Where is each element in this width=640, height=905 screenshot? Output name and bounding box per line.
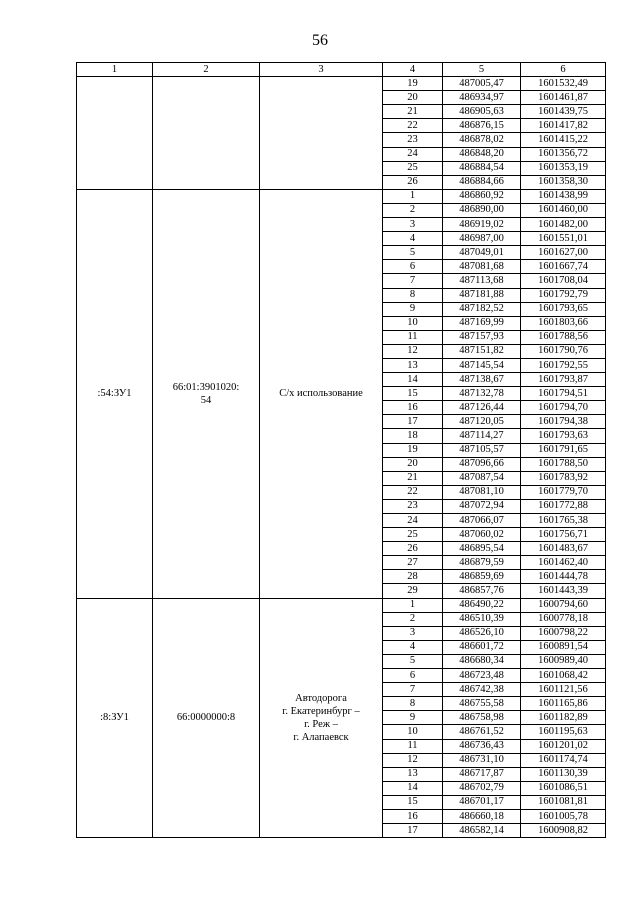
point-number-cell: 26 — [383, 542, 443, 556]
point-number-cell: 16 — [383, 401, 443, 415]
point-number-cell: 9 — [383, 711, 443, 725]
x-coordinate-cell: 486758,98 — [443, 711, 521, 725]
x-coordinate-cell: 486731,10 — [443, 753, 521, 767]
x-coordinate-cell: 486660,18 — [443, 809, 521, 823]
point-number-cell: 16 — [383, 809, 443, 823]
point-number-cell: 20 — [383, 91, 443, 105]
x-coordinate-cell: 486876,15 — [443, 119, 521, 133]
y-coordinate-cell: 1600798,22 — [521, 626, 606, 640]
point-number-cell: 21 — [383, 105, 443, 119]
table-body — [77, 63, 606, 838]
x-coordinate-cell: 486848,20 — [443, 147, 521, 161]
plot-id-cell: :8:ЗУ1 — [77, 598, 153, 838]
y-coordinate-cell: 1601438,99 — [521, 189, 606, 203]
point-number-cell: 5 — [383, 654, 443, 668]
x-coordinate-cell: 486742,38 — [443, 683, 521, 697]
y-coordinate-cell: 1601460,00 — [521, 203, 606, 217]
y-coordinate-cell: 1601461,87 — [521, 91, 606, 105]
x-coordinate-cell: 486723,48 — [443, 669, 521, 683]
point-number-cell: 25 — [383, 528, 443, 542]
y-coordinate-cell: 1601803,66 — [521, 316, 606, 330]
y-coordinate-cell: 1601788,56 — [521, 330, 606, 344]
x-coordinate-cell: 486490,22 — [443, 598, 521, 612]
y-coordinate-cell: 1601779,70 — [521, 485, 606, 499]
y-coordinate-cell: 1601195,63 — [521, 725, 606, 739]
point-number-cell: 15 — [383, 387, 443, 401]
x-coordinate-cell: 487049,01 — [443, 246, 521, 260]
y-coordinate-cell: 1600778,18 — [521, 612, 606, 626]
table-row — [77, 598, 606, 612]
y-coordinate-cell: 1600989,40 — [521, 654, 606, 668]
point-number-cell: 13 — [383, 767, 443, 781]
x-coordinate-cell: 486884,66 — [443, 175, 521, 189]
x-coordinate-cell: 486736,43 — [443, 739, 521, 753]
x-coordinate-cell: 487120,05 — [443, 415, 521, 429]
point-number-cell: 22 — [383, 119, 443, 133]
point-number-cell: 7 — [383, 683, 443, 697]
x-coordinate-cell: 487157,93 — [443, 330, 521, 344]
y-coordinate-cell: 1601174,74 — [521, 753, 606, 767]
point-number-cell: 19 — [383, 77, 443, 91]
x-coordinate-cell: 487060,02 — [443, 528, 521, 542]
y-coordinate-cell: 1601417,82 — [521, 119, 606, 133]
point-number-cell: 10 — [383, 316, 443, 330]
point-number-cell: 18 — [383, 429, 443, 443]
point-number-cell: 24 — [383, 147, 443, 161]
point-number-cell: 23 — [383, 133, 443, 147]
y-coordinate-cell: 1601794,51 — [521, 387, 606, 401]
x-coordinate-cell: 486601,72 — [443, 640, 521, 654]
y-coordinate-cell: 1601532,49 — [521, 77, 606, 91]
y-coordinate-cell: 1601792,55 — [521, 358, 606, 372]
x-coordinate-cell: 486717,87 — [443, 767, 521, 781]
y-coordinate-cell: 1601482,00 — [521, 218, 606, 232]
y-coordinate-cell: 1601130,39 — [521, 767, 606, 781]
cadastral-number-cell: 66:01:3901020: 54 — [153, 189, 260, 598]
point-number-cell: 14 — [383, 373, 443, 387]
point-number-cell: 2 — [383, 612, 443, 626]
point-number-cell: 12 — [383, 344, 443, 358]
point-number-cell: 21 — [383, 471, 443, 485]
x-coordinate-cell: 486879,59 — [443, 556, 521, 570]
y-coordinate-cell: 1601783,92 — [521, 471, 606, 485]
point-number-cell: 19 — [383, 443, 443, 457]
header-row — [77, 63, 606, 77]
y-coordinate-cell: 1601462,40 — [521, 556, 606, 570]
y-coordinate-cell: 1601788,50 — [521, 457, 606, 471]
y-coordinate-cell: 1601483,67 — [521, 542, 606, 556]
x-coordinate-cell: 487114,27 — [443, 429, 521, 443]
x-coordinate-cell: 486987,00 — [443, 232, 521, 246]
x-coordinate-cell: 487105,57 — [443, 443, 521, 457]
y-coordinate-cell: 1600908,82 — [521, 824, 606, 838]
point-number-cell: 29 — [383, 584, 443, 598]
x-coordinate-cell: 486895,54 — [443, 542, 521, 556]
point-number-cell: 4 — [383, 640, 443, 654]
x-coordinate-cell: 486857,76 — [443, 584, 521, 598]
point-number-cell: 14 — [383, 781, 443, 795]
cadastral-number-cell — [153, 77, 260, 190]
y-coordinate-cell: 1601667,74 — [521, 260, 606, 274]
table-row — [77, 189, 606, 203]
y-coordinate-cell: 1601444,78 — [521, 570, 606, 584]
y-coordinate-cell: 1601791,65 — [521, 443, 606, 457]
header-cell-3: 3 — [260, 63, 383, 77]
x-coordinate-cell: 487132,78 — [443, 387, 521, 401]
x-coordinate-cell: 486702,79 — [443, 781, 521, 795]
x-coordinate-cell: 487169,99 — [443, 316, 521, 330]
point-number-cell: 24 — [383, 514, 443, 528]
y-coordinate-cell: 1601793,63 — [521, 429, 606, 443]
point-number-cell: 20 — [383, 457, 443, 471]
y-coordinate-cell: 1601121,56 — [521, 683, 606, 697]
land-use-cell — [260, 77, 383, 190]
y-coordinate-cell: 1601165,86 — [521, 697, 606, 711]
header-cell-2: 2 — [153, 63, 260, 77]
point-number-cell: 17 — [383, 415, 443, 429]
plot-id-cell — [77, 77, 153, 190]
header-cell-6: 6 — [521, 63, 606, 77]
point-number-cell: 4 — [383, 232, 443, 246]
x-coordinate-cell: 487005,47 — [443, 77, 521, 91]
x-coordinate-cell: 486860,92 — [443, 189, 521, 203]
x-coordinate-cell: 487066,07 — [443, 514, 521, 528]
y-coordinate-cell: 1600794,60 — [521, 598, 606, 612]
x-coordinate-cell: 487113,68 — [443, 274, 521, 288]
x-coordinate-cell: 486859,69 — [443, 570, 521, 584]
point-number-cell: 3 — [383, 626, 443, 640]
point-number-cell: 15 — [383, 795, 443, 809]
y-coordinate-cell: 1601793,65 — [521, 302, 606, 316]
point-number-cell: 9 — [383, 302, 443, 316]
y-coordinate-cell: 1601353,19 — [521, 161, 606, 175]
y-coordinate-cell: 1601068,42 — [521, 669, 606, 683]
page-number: 56 — [312, 32, 328, 49]
x-coordinate-cell: 487181,88 — [443, 288, 521, 302]
x-coordinate-cell: 487145,54 — [443, 358, 521, 372]
point-number-cell: 10 — [383, 725, 443, 739]
x-coordinate-cell: 487151,82 — [443, 344, 521, 358]
x-coordinate-cell: 487096,66 — [443, 457, 521, 471]
x-coordinate-cell: 487081,68 — [443, 260, 521, 274]
x-coordinate-cell: 487072,94 — [443, 499, 521, 513]
x-coordinate-cell: 486755,58 — [443, 697, 521, 711]
point-number-cell: 1 — [383, 189, 443, 203]
point-number-cell: 11 — [383, 330, 443, 344]
x-coordinate-cell: 486878,02 — [443, 133, 521, 147]
point-number-cell: 5 — [383, 246, 443, 260]
x-coordinate-cell: 487138,67 — [443, 373, 521, 387]
y-coordinate-cell: 1601794,70 — [521, 401, 606, 415]
x-coordinate-cell: 486510,39 — [443, 612, 521, 626]
point-number-cell: 17 — [383, 824, 443, 838]
header-cell-1: 1 — [77, 63, 153, 77]
y-coordinate-cell: 1601358,30 — [521, 175, 606, 189]
point-number-cell: 23 — [383, 499, 443, 513]
land-use-cell: Автодорога г. Екатеринбург – г. Реж – г. Алапаевск — [260, 598, 383, 838]
y-coordinate-cell: 1601182,89 — [521, 711, 606, 725]
land-use-cell: С/х использование — [260, 189, 383, 598]
y-coordinate-cell: 1601794,38 — [521, 415, 606, 429]
x-coordinate-cell: 487182,52 — [443, 302, 521, 316]
y-coordinate-cell: 1601081,81 — [521, 795, 606, 809]
y-coordinate-cell: 1600891,54 — [521, 640, 606, 654]
y-coordinate-cell: 1601708,04 — [521, 274, 606, 288]
x-coordinate-cell: 486582,14 — [443, 824, 521, 838]
header-cell-4: 4 — [383, 63, 443, 77]
y-coordinate-cell: 1601793,87 — [521, 373, 606, 387]
x-coordinate-cell: 486701,17 — [443, 795, 521, 809]
y-coordinate-cell: 1601201,02 — [521, 739, 606, 753]
cadastral-number-cell: 66:0000000:8 — [153, 598, 260, 838]
plot-id-cell: :54:ЗУ1 — [77, 189, 153, 598]
x-coordinate-cell: 486919,02 — [443, 218, 521, 232]
point-number-cell: 22 — [383, 485, 443, 499]
x-coordinate-cell: 487087,54 — [443, 471, 521, 485]
x-coordinate-cell: 486761,52 — [443, 725, 521, 739]
point-number-cell: 13 — [383, 358, 443, 372]
point-number-cell: 1 — [383, 598, 443, 612]
point-number-cell: 11 — [383, 739, 443, 753]
x-coordinate-cell: 486890,00 — [443, 203, 521, 217]
x-coordinate-cell: 486934,97 — [443, 91, 521, 105]
y-coordinate-cell: 1601439,75 — [521, 105, 606, 119]
x-coordinate-cell: 486526,10 — [443, 626, 521, 640]
x-coordinate-cell: 486905,63 — [443, 105, 521, 119]
point-number-cell: 8 — [383, 288, 443, 302]
x-coordinate-cell: 486680,34 — [443, 654, 521, 668]
point-number-cell: 26 — [383, 175, 443, 189]
y-coordinate-cell: 1601765,38 — [521, 514, 606, 528]
header-cell-5: 5 — [443, 63, 521, 77]
coordinates-table — [76, 62, 606, 838]
point-number-cell: 2 — [383, 203, 443, 217]
point-number-cell: 12 — [383, 753, 443, 767]
point-number-cell: 8 — [383, 697, 443, 711]
y-coordinate-cell: 1601772,88 — [521, 499, 606, 513]
point-number-cell: 3 — [383, 218, 443, 232]
point-number-cell: 28 — [383, 570, 443, 584]
x-coordinate-cell: 487126,44 — [443, 401, 521, 415]
point-number-cell: 27 — [383, 556, 443, 570]
point-number-cell: 25 — [383, 161, 443, 175]
y-coordinate-cell: 1601086,51 — [521, 781, 606, 795]
x-coordinate-cell: 487081,10 — [443, 485, 521, 499]
y-coordinate-cell: 1601790,76 — [521, 344, 606, 358]
y-coordinate-cell: 1601756,71 — [521, 528, 606, 542]
y-coordinate-cell: 1601356,72 — [521, 147, 606, 161]
table-row — [77, 77, 606, 91]
x-coordinate-cell: 486884,54 — [443, 161, 521, 175]
y-coordinate-cell: 1601415,22 — [521, 133, 606, 147]
y-coordinate-cell: 1601443,39 — [521, 584, 606, 598]
point-number-cell: 7 — [383, 274, 443, 288]
point-number-cell: 6 — [383, 260, 443, 274]
y-coordinate-cell: 1601551,01 — [521, 232, 606, 246]
point-number-cell: 6 — [383, 669, 443, 683]
y-coordinate-cell: 1601627,00 — [521, 246, 606, 260]
y-coordinate-cell: 1601005,78 — [521, 809, 606, 823]
y-coordinate-cell: 1601792,79 — [521, 288, 606, 302]
